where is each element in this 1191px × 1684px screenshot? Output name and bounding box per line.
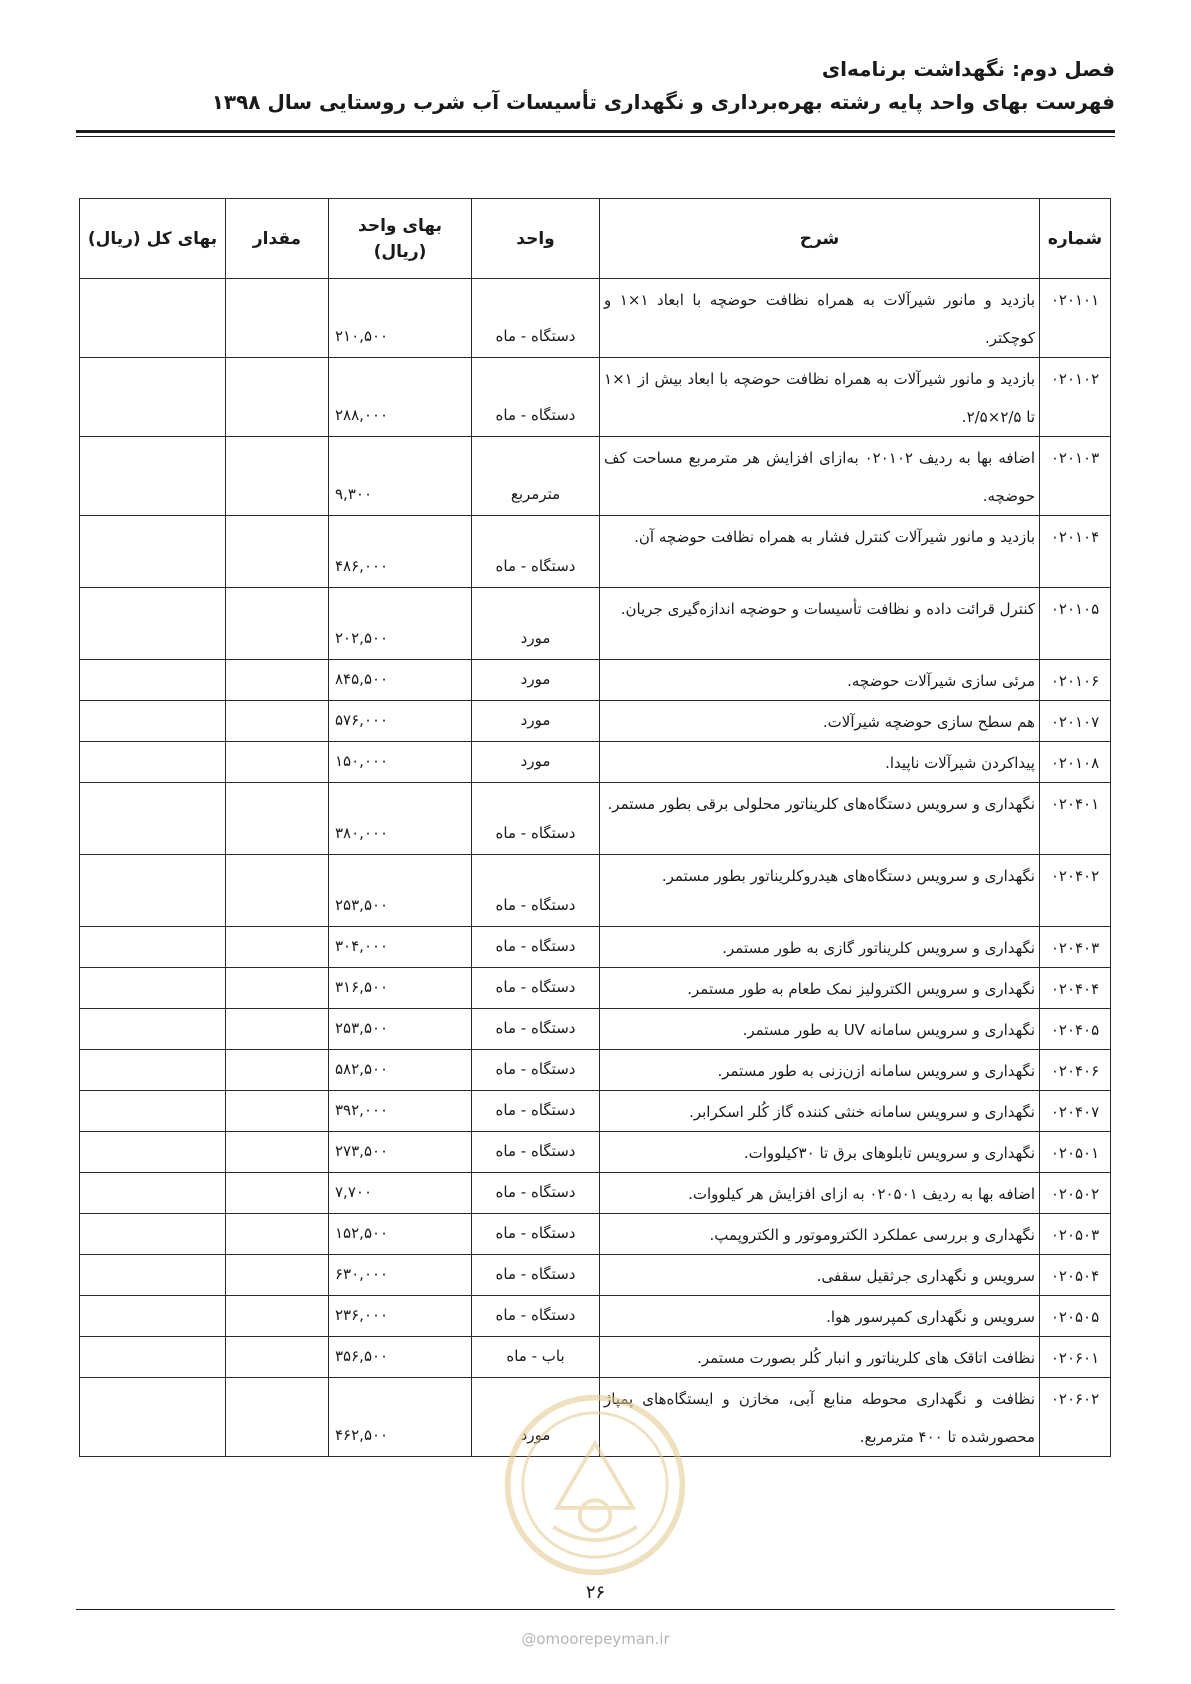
row-code: ۰۲۰۱۰۱: [1040, 279, 1111, 358]
row-total-price: [80, 1091, 226, 1132]
row-unit: دستگاه - ماه: [472, 1214, 600, 1255]
row-description: سرویس و نگهداری کمپرسور هوا.: [600, 1296, 1040, 1337]
row-unit: دستگاه - ماه: [472, 968, 600, 1009]
row-quantity: [226, 1255, 329, 1296]
row-unit: دستگاه - ماه: [472, 279, 600, 358]
row-description: هم سطح سازی حوضچه شیرآلات.: [600, 701, 1040, 742]
row-code: ۰۲۰۵۰۴: [1040, 1255, 1111, 1296]
row-unit: دستگاه - ماه: [472, 1091, 600, 1132]
price-list-title: فهرست بهای واحد پایه رشته بهره‌برداری و نگهداری تأسیسات آب شرب روستایی سال ۱۳۹۸: [211, 90, 1115, 114]
row-quantity: [226, 855, 329, 927]
row-code: ۰۲۰۱۰۸: [1040, 742, 1111, 783]
row-description: نظافت اتاقک های کلریناتور و انبار کُلر بصورت مستمر.: [600, 1337, 1040, 1378]
column-header-unit: واحد: [472, 199, 600, 279]
row-description: نگهداری و سرویس الکترولیز نمک طعام به طور مستمر.: [600, 968, 1040, 1009]
row-unit-price: ۲۵۳,۵۰۰: [329, 855, 472, 927]
row-quantity: [226, 516, 329, 588]
header-rule-thin: [76, 136, 1115, 137]
row-unit-price: ۲۰۲,۵۰۰: [329, 588, 472, 660]
table-row: [80, 742, 1111, 783]
table-row: [80, 968, 1111, 1009]
row-description: نگهداری و سرویس سامانه UV به طور مستمر.: [600, 1009, 1040, 1050]
chapter-title: فصل دوم: نگهداشت برنامه‌ای: [821, 57, 1115, 81]
row-unit: دستگاه - ماه: [472, 516, 600, 588]
row-unit-price: ۲۸۸,۰۰۰: [329, 358, 472, 437]
row-description: اضافه بها به ردیف ۰۲۰۱۰۲ به‌ازای افزایش هر مترمربع مساحت کف حوضچه.: [600, 437, 1040, 516]
row-unit: دستگاه - ماه: [472, 1009, 600, 1050]
row-description: بازدید و مانور شیرآلات به همراه نظافت حوضچه با ابعاد بیش از ۱×۱ تا ۲/۵×۲/۵.: [600, 358, 1040, 437]
table-row: [80, 783, 1111, 855]
row-total-price: [80, 927, 226, 968]
row-unit: مترمربع: [472, 437, 600, 516]
row-unit-price: ۱۵۲,۵۰۰: [329, 1214, 472, 1255]
row-quantity: [226, 701, 329, 742]
row-quantity: [226, 1132, 329, 1173]
table-row: [80, 279, 1111, 358]
row-unit-price: ۵۸۲,۵۰۰: [329, 1050, 472, 1091]
row-total-price: [80, 783, 226, 855]
row-quantity: [226, 1337, 329, 1378]
row-code: ۰۲۰۴۰۶: [1040, 1050, 1111, 1091]
row-quantity: [226, 588, 329, 660]
row-total-price: [80, 660, 226, 701]
table-row: [80, 1214, 1111, 1255]
row-code: ۰۲۰۶۰۲: [1040, 1378, 1111, 1457]
row-total-price: [80, 1255, 226, 1296]
row-description: مرئی سازی شیرآلات حوضچه.: [600, 660, 1040, 701]
row-description: نگهداری و سرویس تابلوهای برق تا ۳۰کیلووات.: [600, 1132, 1040, 1173]
row-total-price: [80, 968, 226, 1009]
row-total-price: [80, 1378, 226, 1457]
row-quantity: [226, 1050, 329, 1091]
row-unit-price: ۳۱۶,۵۰۰: [329, 968, 472, 1009]
row-unit-price: ۲۱۰,۵۰۰: [329, 279, 472, 358]
row-unit-price: ۳۵۶,۵۰۰: [329, 1337, 472, 1378]
row-description: نظافت و نگهداری محوطه منابع آبی، مخازن و ایستگاه‌های پمپاژ محصورشده تا ۴۰۰ مترمربع.: [600, 1378, 1040, 1457]
row-unit-price: ۶۳۰,۰۰۰: [329, 1255, 472, 1296]
table-row: [80, 1132, 1111, 1173]
row-code: ۰۲۰۱۰۵: [1040, 588, 1111, 660]
row-description: نگهداری و سرویس دستگاه‌های کلریناتور محلولی برقی بطور مستمر.: [600, 783, 1040, 855]
price-table: [79, 198, 1111, 1457]
row-quantity: [226, 968, 329, 1009]
row-code: ۰۲۰۵۰۳: [1040, 1214, 1111, 1255]
row-description: سرویس و نگهداری جرثقیل سقفی.: [600, 1255, 1040, 1296]
table-row: [80, 358, 1111, 437]
table-row: [80, 1173, 1111, 1214]
row-code: ۰۲۰۱۰۶: [1040, 660, 1111, 701]
row-code: ۰۲۰۴۰۷: [1040, 1091, 1111, 1132]
row-unit: دستگاه - ماه: [472, 927, 600, 968]
row-code: ۰۲۰۵۰۲: [1040, 1173, 1111, 1214]
footer-rule: [76, 1609, 1115, 1610]
row-quantity: [226, 1009, 329, 1050]
row-total-price: [80, 1009, 226, 1050]
table-body: [80, 279, 1111, 1457]
watermark-url: @omoorepeyman.ir: [521, 1630, 670, 1648]
row-description: پیداکردن شیرآلات ناپیدا.: [600, 742, 1040, 783]
row-total-price: [80, 701, 226, 742]
row-unit-price: ۲۵۳,۵۰۰: [329, 1009, 472, 1050]
row-quantity: [226, 742, 329, 783]
row-total-price: [80, 358, 226, 437]
row-unit-price: ۲۳۶,۰۰۰: [329, 1296, 472, 1337]
row-total-price: [80, 516, 226, 588]
row-description: نگهداری و سرویس کلریناتور گازی به طور مستمر.: [600, 927, 1040, 968]
column-header-code: شماره: [1040, 199, 1111, 279]
table-row: [80, 1091, 1111, 1132]
header-rule: [76, 130, 1115, 133]
column-header-total-price: بهای کل (ریال): [80, 199, 226, 279]
row-code: ۰۲۰۴۰۴: [1040, 968, 1111, 1009]
row-unit: دستگاه - ماه: [472, 1255, 600, 1296]
row-unit: دستگاه - ماه: [472, 358, 600, 437]
row-description: کنترل قرائت داده و نظافت تأسیسات و حوضچه اندازه‌گیری جریان.: [600, 588, 1040, 660]
row-total-price: [80, 1050, 226, 1091]
row-unit: مورد: [472, 701, 600, 742]
row-total-price: [80, 1214, 226, 1255]
row-quantity: [226, 358, 329, 437]
table-row: [80, 1378, 1111, 1457]
table-row: [80, 1337, 1111, 1378]
row-code: ۰۲۰۱۰۲: [1040, 358, 1111, 437]
row-quantity: [226, 279, 329, 358]
row-unit: مورد: [472, 588, 600, 660]
table-row: [80, 1009, 1111, 1050]
table-header-row: [80, 199, 1111, 279]
table-row: [80, 701, 1111, 742]
row-unit-price: ۸۴۵,۵۰۰: [329, 660, 472, 701]
row-quantity: [226, 783, 329, 855]
table-row: [80, 588, 1111, 660]
row-unit-price: ۱۵۰,۰۰۰: [329, 742, 472, 783]
row-unit-price: ۳۸۰,۰۰۰: [329, 783, 472, 855]
row-total-price: [80, 1132, 226, 1173]
row-unit: دستگاه - ماه: [472, 783, 600, 855]
row-code: ۰۲۰۴۰۱: [1040, 783, 1111, 855]
row-code: ۰۲۰۱۰۷: [1040, 701, 1111, 742]
row-code: ۰۲۰۴۰۵: [1040, 1009, 1111, 1050]
column-header-unit-price: بهای واحد (ریال): [329, 199, 472, 279]
row-code: ۰۲۰۱۰۴: [1040, 516, 1111, 588]
table-row: [80, 1050, 1111, 1091]
row-unit-price: ۴۸۶,۰۰۰: [329, 516, 472, 588]
row-total-price: [80, 1296, 226, 1337]
row-description: نگهداری و سرویس دستگاه‌های هیدروکلریناتور بطور مستمر.: [600, 855, 1040, 927]
row-description: نگهداری و سرویس سامانه ازن‌زنی به طور مستمر.: [600, 1050, 1040, 1091]
row-total-price: [80, 279, 226, 358]
table-row: [80, 1296, 1111, 1337]
row-quantity: [226, 927, 329, 968]
row-quantity: [226, 437, 329, 516]
row-description: اضافه بها به ردیف ۰۲۰۵۰۱ به ازای افزایش هر کیلووات.: [600, 1173, 1040, 1214]
row-unit: باب - ماه: [472, 1337, 600, 1378]
row-unit: دستگاه - ماه: [472, 1132, 600, 1173]
row-unit-price: ۷,۷۰۰: [329, 1173, 472, 1214]
row-total-price: [80, 437, 226, 516]
table-row: [80, 516, 1111, 588]
row-code: ۰۲۰۶۰۱: [1040, 1337, 1111, 1378]
row-total-price: [80, 588, 226, 660]
row-code: ۰۲۰۱۰۳: [1040, 437, 1111, 516]
row-quantity: [226, 1091, 329, 1132]
table-row: [80, 927, 1111, 968]
row-unit: دستگاه - ماه: [472, 855, 600, 927]
row-code: ۰۲۰۵۰۱: [1040, 1132, 1111, 1173]
row-description: بازدید و مانور شیرآلات کنترل فشار به همراه نظافت حوضچه آن.: [600, 516, 1040, 588]
row-description: نگهداری و بررسی عملکرد الکتروموتور و الکتروپمپ.: [600, 1214, 1040, 1255]
row-unit: دستگاه - ماه: [472, 1173, 600, 1214]
table-row: [80, 1255, 1111, 1296]
page-header: [76, 52, 1115, 118]
row-unit: مورد: [472, 1378, 600, 1457]
row-unit: مورد: [472, 660, 600, 701]
row-unit: مورد: [472, 742, 600, 783]
row-unit: دستگاه - ماه: [472, 1296, 600, 1337]
table-row: [80, 437, 1111, 516]
row-quantity: [226, 660, 329, 701]
row-unit-price: ۴۶۲,۵۰۰: [329, 1378, 472, 1457]
row-total-price: [80, 855, 226, 927]
column-header-quantity: مقدار: [226, 199, 329, 279]
column-header-description: شرح: [600, 199, 1040, 279]
row-total-price: [80, 1173, 226, 1214]
row-unit-price: ۳۰۴,۰۰۰: [329, 927, 472, 968]
table-row: [80, 660, 1111, 701]
row-total-price: [80, 742, 226, 783]
row-unit-price: ۲۷۳,۵۰۰: [329, 1132, 472, 1173]
table-row: [80, 855, 1111, 927]
row-quantity: [226, 1378, 329, 1457]
page-number: ۲۶: [585, 1582, 606, 1603]
row-code: ۰۲۰۵۰۵: [1040, 1296, 1111, 1337]
row-unit-price: ۵۷۶,۰۰۰: [329, 701, 472, 742]
row-description: بازدید و مانور شیرآلات به همراه نظافت حوضچه با ابعاد ۱×۱ و کوچکتر.: [600, 279, 1040, 358]
row-unit: دستگاه - ماه: [472, 1050, 600, 1091]
row-quantity: [226, 1173, 329, 1214]
row-unit-price: ۳۹۲,۰۰۰: [329, 1091, 472, 1132]
row-code: ۰۲۰۴۰۳: [1040, 927, 1111, 968]
row-quantity: [226, 1296, 329, 1337]
row-code: ۰۲۰۴۰۲: [1040, 855, 1111, 927]
row-description: نگهداری و سرویس سامانه خنثی کننده گاز کُلر اسکرابر.: [600, 1091, 1040, 1132]
row-unit-price: ۹,۳۰۰: [329, 437, 472, 516]
row-quantity: [226, 1214, 329, 1255]
row-total-price: [80, 1337, 226, 1378]
